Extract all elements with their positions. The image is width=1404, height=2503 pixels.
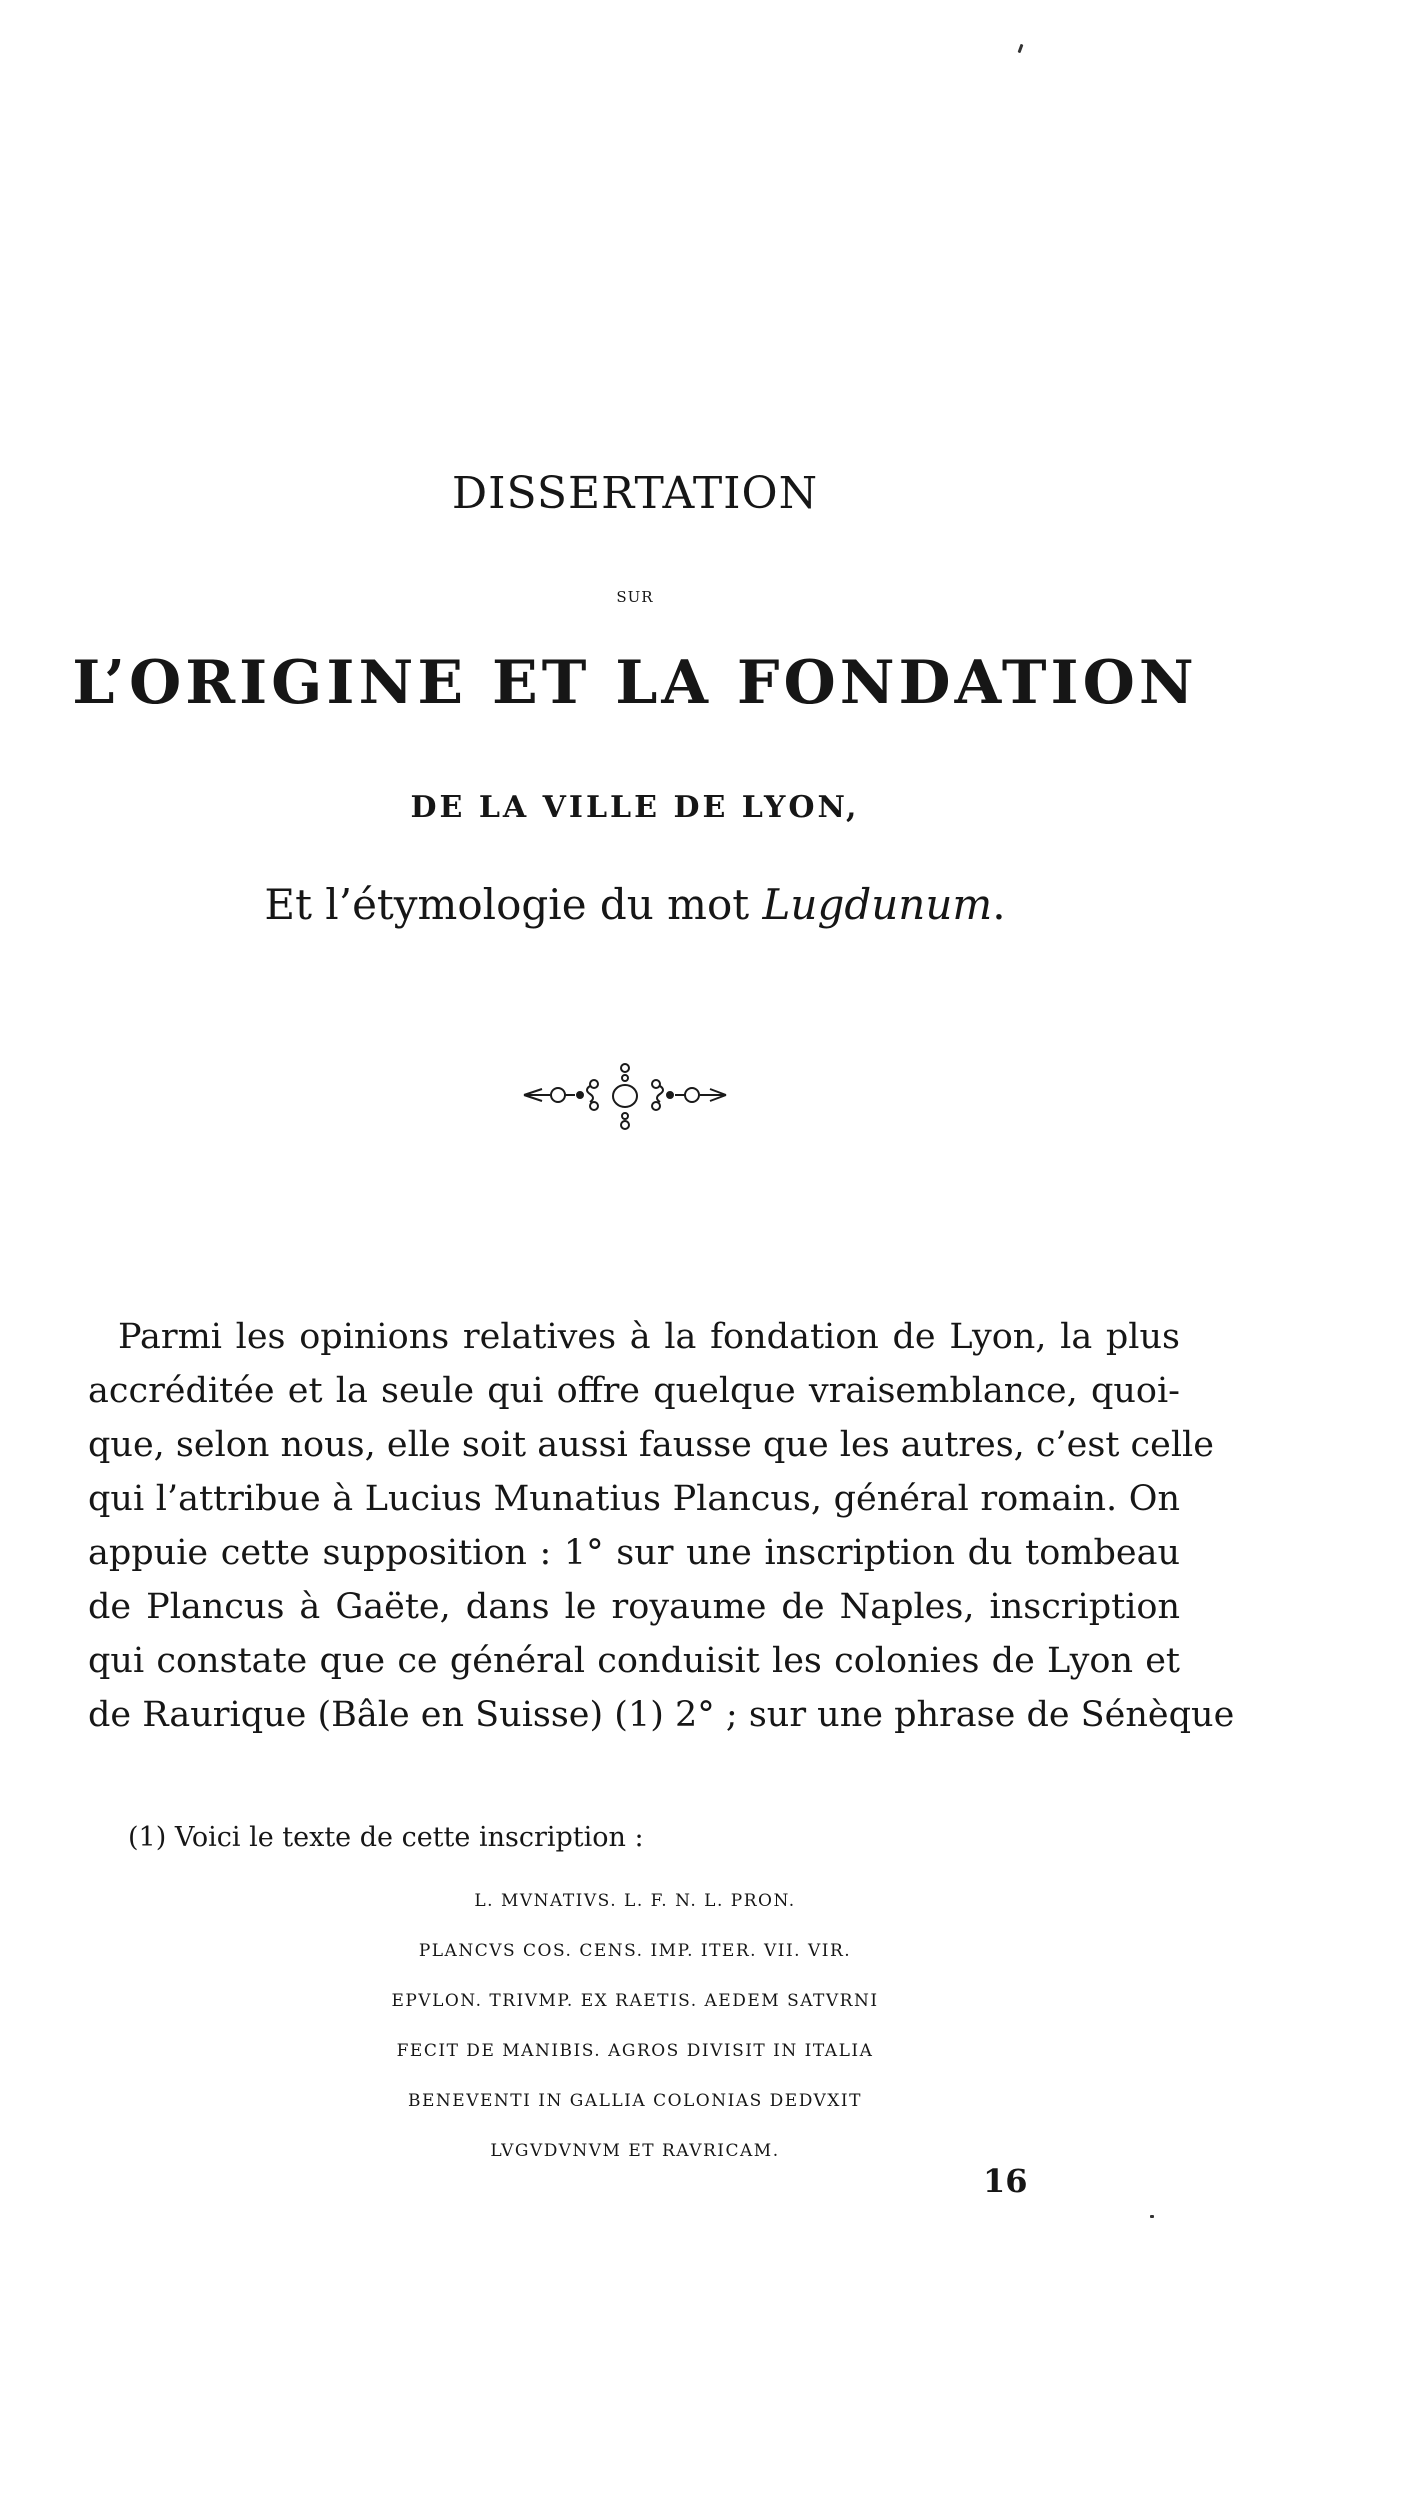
inscription-line: FECIT DE MANIBIS. AGROS DIVISIT IN ITALIA — [396, 2041, 874, 2061]
inscription-block — [0, 1876, 1270, 2176]
inscription-line: EPVLON. TRIVMP. EX RAETIS. AEDEM SATVRNI — [391, 1991, 879, 2011]
footnote-intro: (1) Voici le texte de cette inscription : — [128, 1822, 644, 1853]
body-line: qui l’attribue à Lucius Munatius Plancus, général romain. On — [88, 1479, 1180, 1519]
body-line: Parmi les opinions relatives à la fondation de Lyon, la plus — [118, 1317, 1180, 1357]
body-line: qui constate que ce général conduisit les colonies de Lyon et — [88, 1641, 1180, 1681]
fleuron-ornament-icon — [520, 1060, 730, 1130]
body-paragraph — [88, 1310, 1235, 1742]
page-number: 16 — [983, 2162, 1028, 2200]
inscription-line: L. MVNATIVS. L. F. N. L. PRON. — [474, 1891, 796, 1911]
title-connector: SUR — [616, 588, 654, 606]
inscription-line: LVGVDVNVM ET RAVRICAM. — [490, 2141, 780, 2161]
etymology-prefix: Et l’étymologie du mot — [264, 880, 763, 929]
body-line: accréditée et la seule qui offre quelque vraisemblance, quoi- — [88, 1371, 1180, 1411]
inscription-line: BENEVENTI IN GALLIA COLONIAS DEDVXIT — [408, 2091, 862, 2111]
body-line: appuie cette supposition : 1° sur une inscription du tombeau — [88, 1533, 1180, 1573]
paper-speck — [1018, 44, 1024, 53]
inscription-line: PLANCVS COS. CENS. IMP. ITER. VII. VIR. — [418, 1941, 852, 1961]
paper-speck — [1150, 2215, 1154, 2218]
body-line: que, selon nous, elle soit aussi fausse que les autres, c’est celle — [88, 1425, 1214, 1465]
etymology-suffix: . — [992, 880, 1006, 929]
page-title: DISSERTATION — [451, 468, 819, 519]
main-heading: L’ORIGINE ET LA FONDATION — [72, 648, 1198, 718]
etymology-subtitle — [0, 880, 1270, 929]
sub-heading: DE LA VILLE DE LYON, — [410, 790, 860, 825]
body-line: de Raurique (Bâle en Suisse) (1) 2° ; sur une phrase de Sénèque — [88, 1695, 1235, 1735]
body-line: de Plancus à Gaëte, dans le royaume de Naples, inscription — [88, 1587, 1180, 1627]
etymology-word: Lugdunum — [762, 880, 993, 929]
